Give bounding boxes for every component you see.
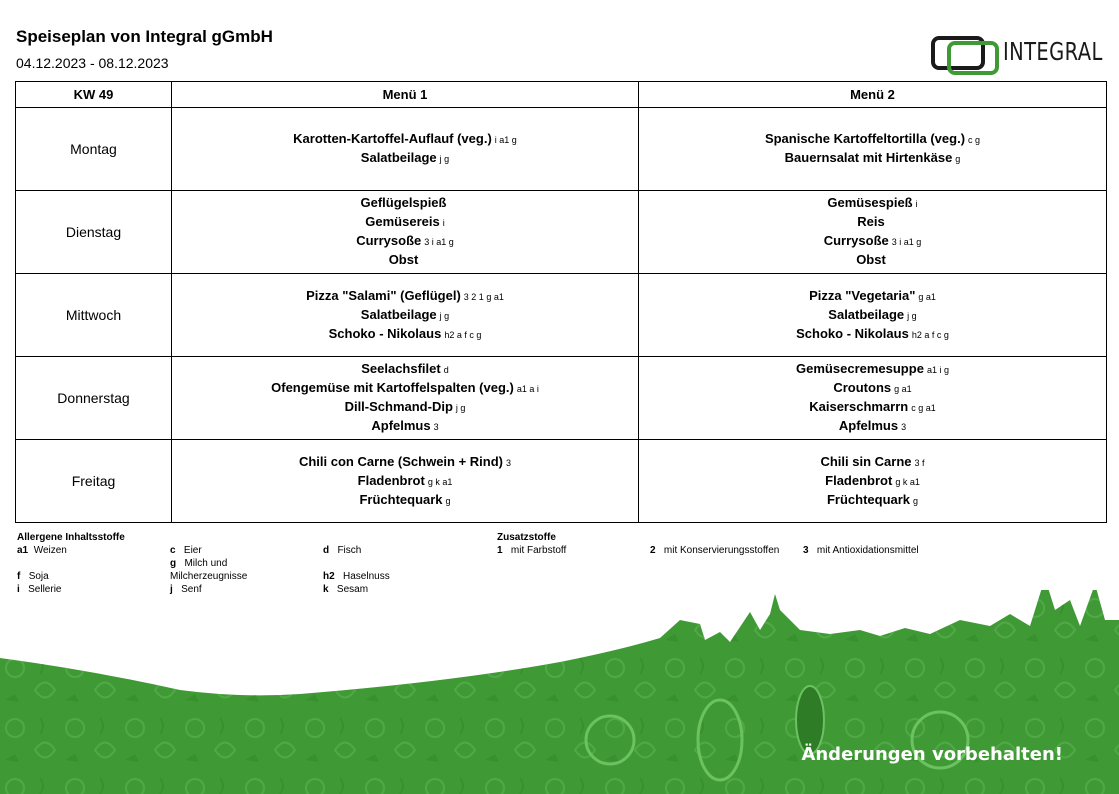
dish-item [639, 149, 1106, 168]
dish-item [172, 149, 638, 168]
dish-name: Geflügelspieß [360, 195, 447, 210]
menu2-cell [639, 357, 1107, 440]
allergen-codes: j g [439, 154, 450, 164]
table-header-row [16, 82, 1107, 108]
menu-table [15, 81, 1107, 523]
dish-item [172, 306, 638, 325]
header-menu1: Menü 1 [172, 82, 639, 108]
allergen-codes: g k a1 [427, 476, 453, 487]
dish-name: Früchtequark [826, 491, 911, 507]
dish-name: Schoko - Nikolaus [796, 325, 909, 341]
legend-item: h2 Haselnuss [323, 571, 390, 582]
legend-item: i Sellerie [17, 584, 62, 595]
day-cell: Freitag [16, 440, 172, 523]
table-row [16, 108, 1107, 191]
dish-name: Gemüsespieß [827, 195, 913, 210]
allergen-codes: 3 i a1 g [891, 237, 922, 247]
dish-item [172, 491, 638, 510]
integral-logo [931, 33, 1107, 77]
dish-item [639, 306, 1106, 325]
dish-name: Apfelmus [838, 418, 899, 433]
dish-item [172, 232, 638, 251]
dish-item [639, 251, 1106, 270]
dish-item [639, 325, 1106, 344]
day-cell: Donnerstag [16, 357, 172, 440]
dish-item [172, 379, 638, 398]
allergen-codes: i a1 g [494, 135, 517, 145]
dish-name: Schoko - Nikolaus [328, 325, 442, 341]
menu2-cell [639, 191, 1107, 274]
allergen-codes: g [445, 495, 451, 506]
allergen-codes: 3 [433, 422, 439, 432]
dish-item [639, 453, 1106, 472]
menu2-cell [639, 274, 1107, 357]
allergen-codes: d [443, 365, 449, 375]
dish-item [172, 398, 638, 417]
allergen-codes: 3 [901, 422, 907, 432]
menu1-cell [172, 108, 639, 191]
legend-item: g Milch und Milcherzeugnisse [170, 558, 248, 582]
legend-item: a1 Weizen [17, 545, 67, 556]
dish-name: Ofengemüse mit Kartoffelspalten (veg.) [271, 380, 514, 395]
dish-name: Currysoße [356, 233, 422, 248]
dish-name: Currysoße [823, 233, 889, 248]
allergen-codes: g a1 [918, 291, 936, 302]
dish-item [639, 130, 1106, 149]
dish-name: Fladenbrot [825, 472, 893, 488]
dish-item [172, 453, 638, 472]
dish-item [639, 213, 1106, 232]
legend-item: d Fisch [323, 545, 362, 556]
allergen-codes: i [442, 218, 445, 228]
dish-name: Spanische Kartoffeltortilla (veg.) [764, 131, 966, 146]
dish-name: Gemüsecremesuppe [796, 361, 924, 376]
allergens-legend-title: Allergene Inhaltsstoffe [17, 532, 125, 543]
allergen-codes: g k a1 [895, 476, 920, 487]
allergen-codes: 3 [506, 457, 512, 468]
dish-name: Salatbeilage [828, 306, 905, 322]
table-row [16, 357, 1107, 440]
dish-name: Chili sin Carne [820, 453, 912, 469]
table-row [16, 274, 1107, 357]
allergen-codes: j g [455, 403, 466, 413]
dish-item [172, 213, 638, 232]
page-title: Speiseplan von Integral gGmbH [16, 27, 273, 46]
legend-item: k Sesam [323, 584, 369, 595]
dish-item [639, 472, 1106, 491]
day-cell: Mittwoch [16, 274, 172, 357]
dish-name: Salatbeilage [360, 150, 437, 165]
dish-name: Fladenbrot [357, 472, 425, 488]
dish-item [172, 360, 638, 379]
allergen-codes: g a1 [894, 384, 912, 394]
menu2-cell [639, 440, 1107, 523]
dish-name: Pizza "Vegetaria" [809, 287, 916, 303]
day-cell: Montag [16, 108, 172, 191]
legend-item: f Soja [17, 571, 49, 582]
allergen-codes: h2 a f c g [444, 329, 482, 340]
allergen-codes: a1 i g [926, 365, 949, 375]
table-row [16, 440, 1107, 523]
dish-name: Croutons [833, 380, 892, 395]
date-range: 04.12.2023 - 08.12.2023 [16, 55, 169, 71]
menu1-cell [172, 440, 639, 523]
dish-item [172, 194, 638, 213]
menu1-cell [172, 274, 639, 357]
dish-name: Reis [857, 214, 885, 229]
dish-name: Karotten-Kartoffel-Auflauf (veg.) [293, 131, 492, 146]
dish-item [172, 287, 638, 306]
allergen-codes: c g a1 [911, 403, 936, 413]
menu1-cell [172, 357, 639, 440]
allergen-codes: g [913, 495, 919, 506]
dish-name: Kaiserschmarrn [809, 399, 909, 414]
dish-name: Obst [856, 252, 886, 267]
dish-name: Seelachsfilet [361, 361, 441, 376]
dish-item [172, 417, 638, 436]
allergen-codes: 3 2 1 g a1 [463, 291, 504, 302]
logo-mark-icon [931, 33, 1001, 77]
dish-item [639, 491, 1106, 510]
dish-item [172, 325, 638, 344]
changes-notice: Änderungen vorbehalten! [801, 744, 1063, 765]
dish-name: Pizza "Salami" (Geflügel) [306, 287, 461, 303]
header-week: KW 49 [16, 82, 172, 108]
dish-name: Dill-Schmand-Dip [344, 399, 453, 414]
table-row [16, 191, 1107, 274]
menu2-cell [639, 108, 1107, 191]
allergen-codes: a1 a i [516, 384, 539, 394]
additive-item: 2 mit Konservierungsstoffen [650, 545, 780, 556]
logo-text: INTEGRAL [1003, 37, 1103, 66]
dish-name: Apfelmus [371, 418, 431, 433]
dish-name: Chili con Carne (Schwein + Rind) [298, 453, 504, 469]
day-cell: Dienstag [16, 191, 172, 274]
allergen-codes: j g [439, 310, 450, 321]
allergen-codes: j g [907, 310, 917, 321]
dish-name: Früchtequark [359, 491, 443, 507]
additive-item: 1 mit Farbstoff [497, 545, 567, 556]
legend-item: c Eier [170, 545, 202, 556]
dish-item [639, 287, 1106, 306]
dish-name: Bauernsalat mit Hirtenkäse [784, 150, 953, 165]
dish-item [172, 130, 638, 149]
dish-item [639, 398, 1106, 417]
dish-name: Obst [388, 252, 419, 267]
dish-item [639, 379, 1106, 398]
menu1-cell [172, 191, 639, 274]
dish-item [639, 417, 1106, 436]
allergen-codes: 3 f [914, 457, 925, 468]
legend-item: j Senf [170, 584, 202, 595]
allergen-codes: c g [968, 135, 981, 145]
additive-item: 3 mit Antioxidationsmittel [803, 545, 919, 556]
allergen-codes: 3 i a1 g [424, 237, 454, 247]
dish-name: Gemüsereis [365, 214, 440, 229]
dish-item [639, 232, 1106, 251]
dish-item [172, 251, 638, 270]
dish-name: Salatbeilage [360, 306, 437, 322]
dish-item [172, 472, 638, 491]
additives-legend-title: Zusatzstoffe [497, 532, 556, 543]
allergen-codes: i [915, 199, 918, 209]
header-menu2: Menü 2 [639, 82, 1107, 108]
allergen-codes: g [955, 154, 961, 164]
dish-item [639, 360, 1106, 379]
allergen-codes: h2 a f c g [911, 329, 949, 340]
dish-item [639, 194, 1106, 213]
